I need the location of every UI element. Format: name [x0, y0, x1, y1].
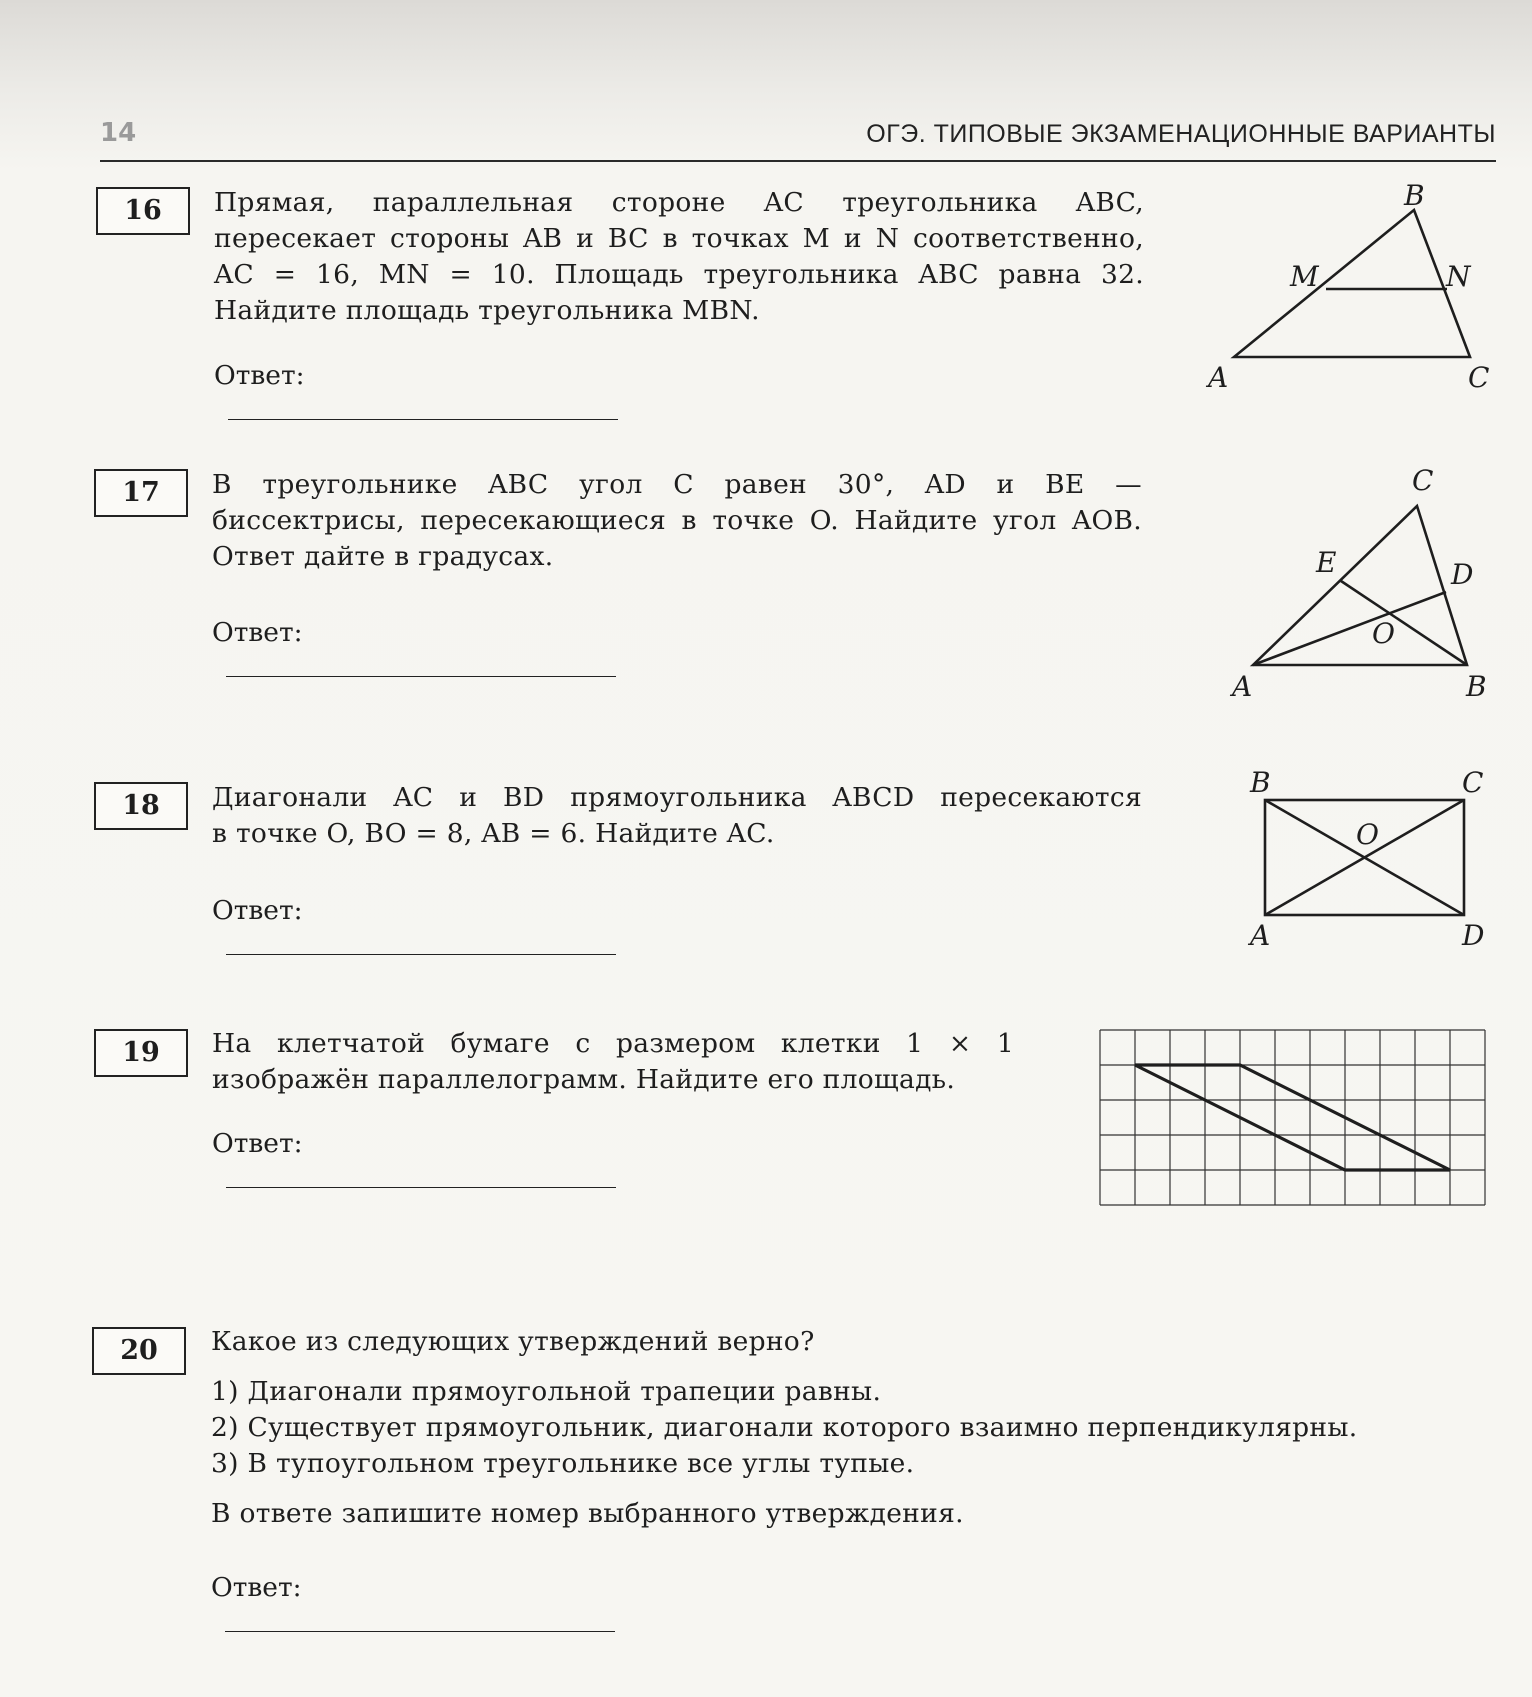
answer-field[interactable] [226, 926, 616, 955]
running-title: ОГЭ. ТИПОВЫЕ ЭКЗАМЕНАЦИОННЫЕ ВАРИАНТЫ [866, 120, 1496, 148]
label-b: B [1466, 670, 1487, 700]
label-a: A [1232, 670, 1253, 700]
figure-triangle-abc-mn [1190, 180, 1510, 400]
answer-label: Ответ: [212, 617, 303, 648]
label-c: C [1468, 361, 1490, 394]
answer-row [211, 1572, 615, 1639]
option-3: 3) В тупоугольном треугольнике все углы тупые. [211, 1448, 915, 1479]
task-line: в точке O, BO = 8, AB = 6. Найдите AC. [212, 818, 775, 849]
answer-field[interactable] [226, 1159, 616, 1188]
task-line: биссектрисы, пересекающиеся в точке O. Найдите угол AOB. [212, 505, 1142, 536]
label-n: N [1446, 260, 1471, 293]
page-header [100, 118, 1496, 162]
task-line: Прямая, параллельная стороне AC треугольника ABC, [214, 187, 1144, 218]
task-line: изображён параллелограмм. Найдите его площадь. [212, 1064, 956, 1095]
label-o: O [1356, 818, 1379, 851]
option-1: 1) Диагонали прямоугольной трапеции равны. [211, 1376, 882, 1407]
task-line: На клетчатой бумаге с размером клетки 1 × 1 [212, 1028, 1014, 1059]
task-text [214, 185, 1144, 329]
triangle-abc [1253, 506, 1467, 665]
answer-row [212, 895, 616, 962]
task-line: Найдите площадь треугольника MBN. [214, 295, 760, 326]
instruction: В ответе запишите номер выбранного утверждения. [211, 1498, 964, 1529]
label-a: A [1250, 919, 1271, 952]
task-text [212, 467, 1142, 575]
task-number: 18 [94, 782, 188, 830]
answer-field[interactable] [225, 1603, 615, 1632]
label-d: D [1462, 919, 1485, 952]
task-number: 17 [94, 469, 188, 517]
label-a: A [1208, 361, 1229, 394]
task-line: Ответ дайте в градусах. [212, 541, 554, 572]
label-m: M [1290, 260, 1319, 293]
task-text [212, 780, 1142, 852]
label-o: O [1372, 617, 1395, 650]
parallelogram [1135, 1065, 1450, 1170]
figure-rectangle-abcd [1240, 762, 1510, 962]
triangle-abc [1234, 210, 1470, 357]
task-line: AC = 16, MN = 10. Площадь треугольника ABC равна 32. [214, 259, 1144, 290]
answer-label: Ответ: [212, 1128, 303, 1159]
label-e: E [1316, 546, 1337, 579]
answer-field[interactable] [228, 391, 618, 420]
figure-triangle-bisectors [1220, 460, 1520, 700]
task-number: 16 [96, 187, 190, 235]
bisector-ad [1253, 592, 1446, 665]
answer-label: Ответ: [214, 360, 305, 391]
answer-label: Ответ: [212, 895, 303, 926]
figure-grid-parallelogram [1098, 1028, 1490, 1208]
task-line: В треугольнике ABC угол C равен 30°, AD и BE — [212, 469, 1142, 500]
task-number: 19 [94, 1029, 188, 1077]
page-number: 14 [100, 118, 137, 148]
task-line: пересекает стороны AB и BC в точках M и N соответственно, [214, 223, 1144, 254]
label-b: B [1250, 766, 1271, 799]
answer-field[interactable] [226, 648, 616, 677]
answer-row [212, 617, 616, 684]
task-number: 20 [92, 1327, 186, 1375]
label-c: C [1462, 766, 1484, 799]
question: Какое из следующих утверждений верно? [211, 1326, 815, 1357]
label-c: C [1412, 464, 1434, 497]
label-b: B [1404, 180, 1425, 212]
label-d: D [1451, 558, 1474, 591]
bisector-be [1341, 581, 1467, 665]
answer-label: Ответ: [211, 1572, 302, 1603]
task-text [211, 1324, 1501, 1532]
option-2: 2) Существует прямоугольник, диагонали которого взаимно перпендикулярны. [211, 1412, 1358, 1443]
task-line: Диагонали AC и BD прямоугольника ABCD пересекаются [212, 782, 1142, 813]
answer-row [212, 1128, 616, 1195]
task-text [212, 1026, 1014, 1098]
answer-row [214, 360, 618, 427]
